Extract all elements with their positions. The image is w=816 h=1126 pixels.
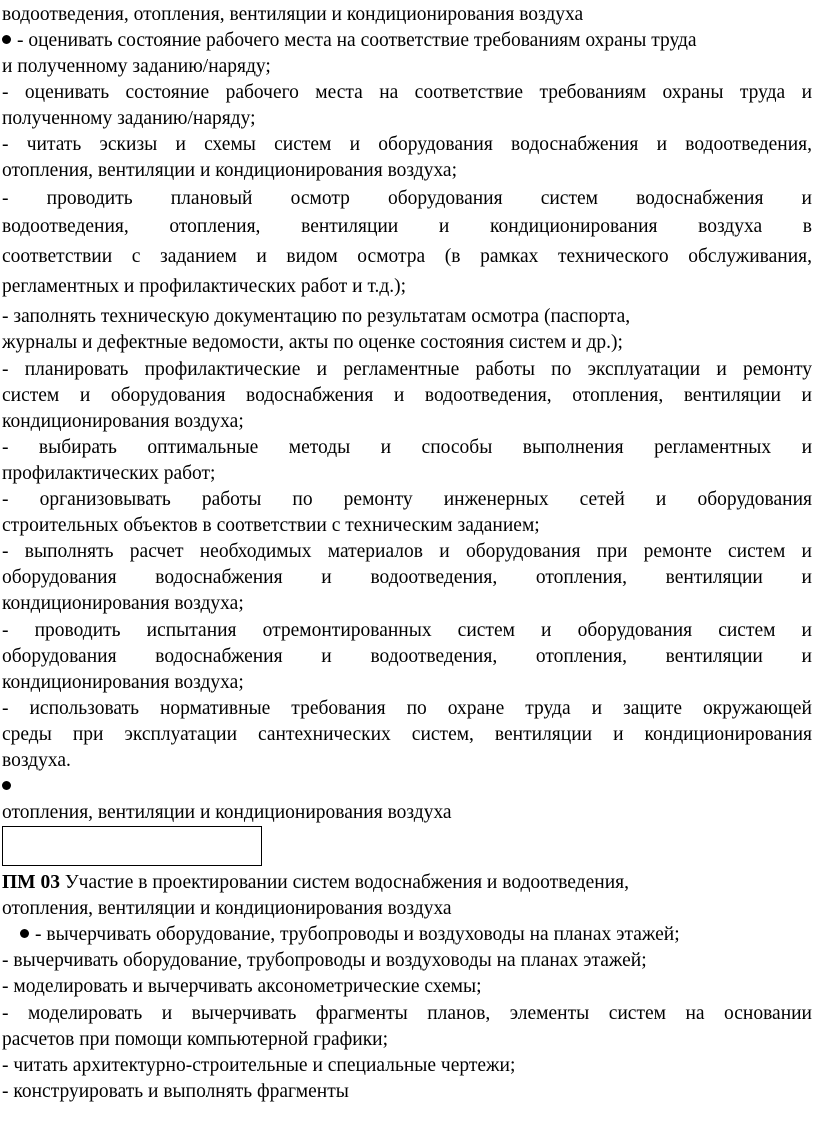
text-line: кондиционирования воздуха; <box>2 593 244 614</box>
bullet-icon <box>20 929 29 938</box>
text-line: кондиционирования воздуха; <box>2 672 244 693</box>
bullet-icon <box>2 781 11 790</box>
section-title <box>2 870 812 896</box>
text-line: - читать эскизы и схемы систем и оборудования водоснабжения и водоотведения, <box>2 134 812 155</box>
text-line: и полученному заданию/наряду; <box>2 56 271 77</box>
text-line: кондиционирования воздуха; <box>2 411 244 432</box>
text-line: оборудования водоснабжения и водоотведения, отопления, вентиляции и <box>2 567 812 588</box>
text-line: отопления, вентиляции и кондиционирования воздуха <box>2 802 452 823</box>
bullet-icon <box>2 35 11 44</box>
empty-table-cell <box>2 826 262 866</box>
text-line: оборудования водоснабжения и водоотведения, отопления, вентиляции и <box>2 646 812 667</box>
text-line: - конструировать и выполнять фрагменты <box>2 1081 349 1102</box>
text-line: профилактических работ; <box>2 463 216 484</box>
text-line: - выбирать оптимальные методы и способы выполнения регламентных и <box>2 437 812 458</box>
text-line: - организовывать работы по ремонту инженерных сетей и оборудования <box>2 489 812 510</box>
text-line: - оценивать состояние рабочего места на соответствие требованиям охраны труда и <box>2 82 812 103</box>
text-line: полученному заданию/наряду; <box>2 108 256 129</box>
text-line: среды при эксплуатации сантехнических систем, вентиляции и кондиционирования <box>2 724 812 745</box>
text-line: воздуха. <box>2 750 71 771</box>
text-span: - оценивать состояние рабочего места на соответствие требованиям охраны труда <box>17 30 697 51</box>
section-title-text: Участие в проектировании систем водоснабжения и водоотведения, <box>64 872 629 893</box>
text-line <box>2 922 812 948</box>
text-line: строительных объектов в соответствии с техническим заданием; <box>2 515 540 536</box>
text-line: водоотведения, отопления, вентиляции и кондиционирования воздуха <box>2 4 584 25</box>
text-line: отопления, вентиляции и кондиционирования воздуха; <box>2 160 458 181</box>
text-line: - заполнять техническую документацию по результатам осмотра (паспорта, <box>2 306 631 327</box>
text-line: - проводить испытания отремонтированных систем и оборудования систем и <box>2 620 812 641</box>
text-line: журналы и дефектные ведомости, акты по оценке состояния систем и др.); <box>2 332 623 353</box>
text-line: - проводить плановый осмотр оборудования систем водоснабжения и <box>2 188 812 209</box>
section-title: отопления, вентиляции и кондиционирования воздуха <box>2 898 452 919</box>
text-span: - вычерчивать оборудование, трубопроводы и воздуховоды на планах этажей; <box>35 924 680 945</box>
text-line: расчетов при помощи компьютерной графики; <box>2 1029 389 1050</box>
text-line: - использовать нормативные требования по охране труда и защите окружающей <box>2 698 812 719</box>
text-line: регламентных и профилактических работ и т.д.); <box>2 276 407 297</box>
text-line: - моделировать и вычерчивать аксонометрические схемы; <box>2 976 482 997</box>
section-code: ПМ 03 <box>2 872 60 893</box>
text-line: систем и оборудования водоснабжения и водоотведения, отопления, вентиляции и <box>2 385 812 406</box>
text-line: соответствии с заданием и видом осмотра (в рамках технического обслуживания, <box>2 246 812 267</box>
text-line: - моделировать и вычерчивать фрагменты планов, элементы систем на основании <box>2 1003 812 1024</box>
text-line: - планировать профилактические и регламентные работы по эксплуатации и ремонту <box>2 359 812 380</box>
text-line <box>2 28 812 54</box>
text-line: водоотведения, отопления, вентиляции и кондиционирования воздуха в <box>2 216 812 237</box>
text-line: - вычерчивать оборудование, трубопроводы и воздуховоды на планах этажей; <box>2 950 647 971</box>
text-line: - выполнять расчет необходимых материалов и оборудования при ремонте систем и <box>2 541 812 562</box>
text-line: - читать архитектурно-строительные и специальные чертежи; <box>2 1055 516 1076</box>
text-line <box>2 774 812 800</box>
